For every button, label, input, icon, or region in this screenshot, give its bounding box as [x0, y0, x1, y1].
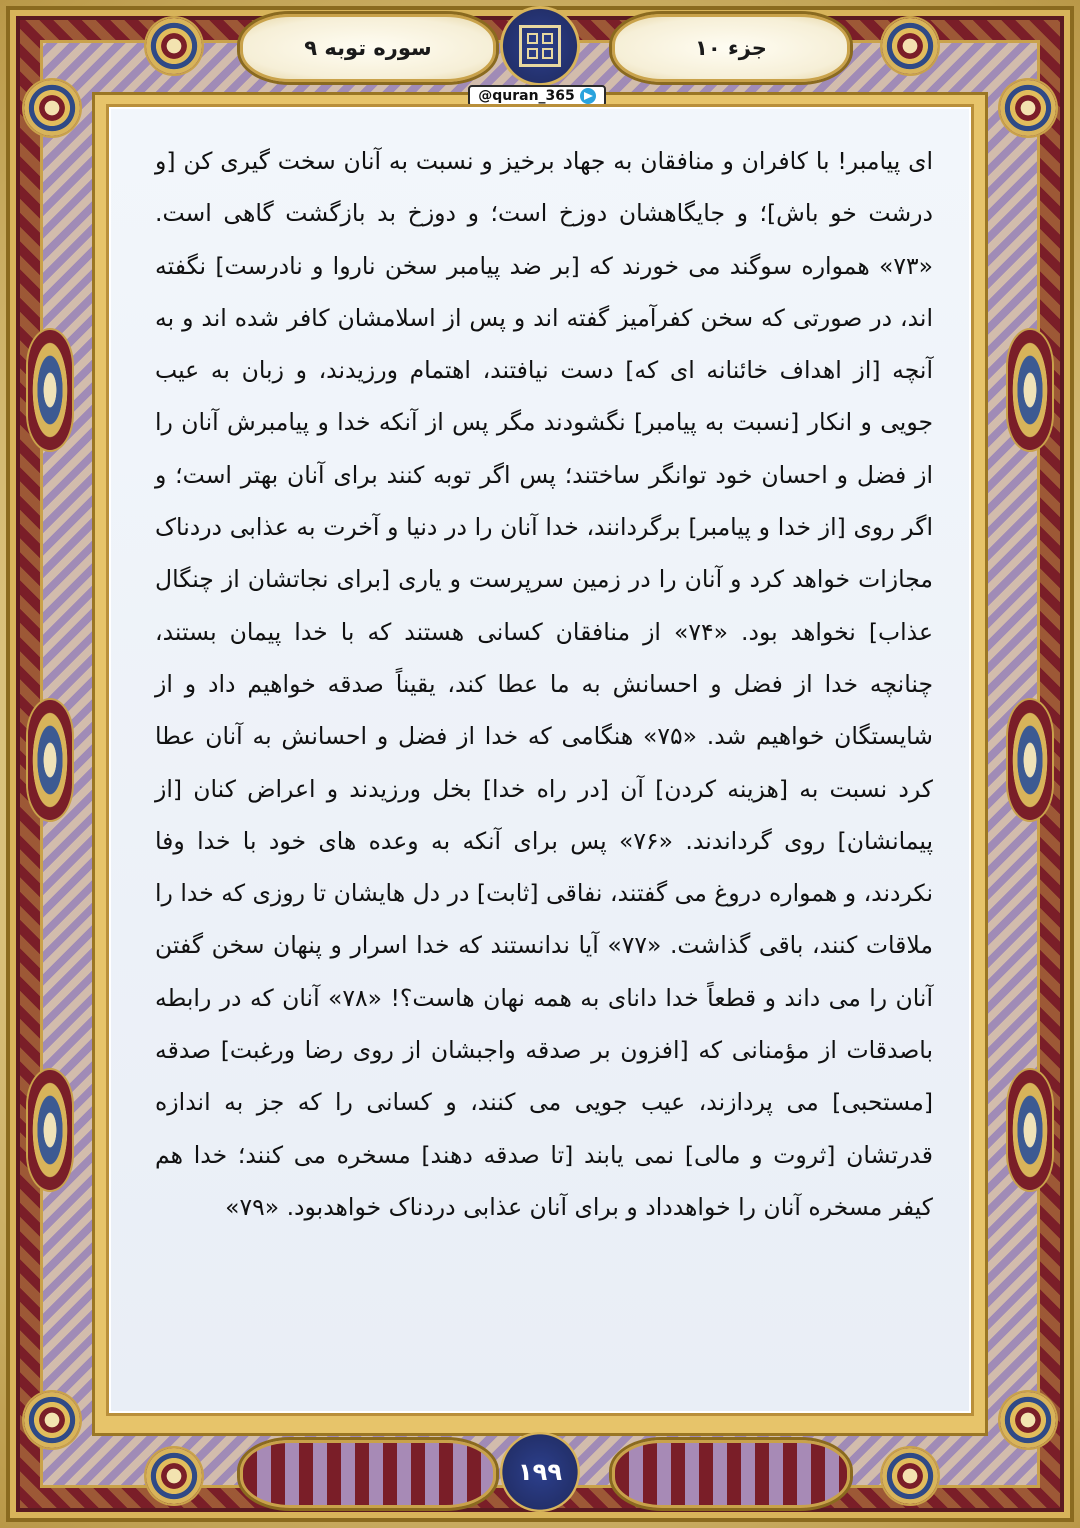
side-ornament-icon	[1008, 1070, 1052, 1190]
quran-logo-icon	[500, 6, 580, 86]
translation-text: ای پیامبر! با کافران و منافقان به جهاد برخیز و نسبت به آنان سخت گیری کن [و درشت خو باش]؛ و جایگاهشان دوزخ است؛ و دوزخ بد بازگشت گاهی است. «۷۳» همواره سوگند می خورند که [بر ضد پیامبر سخن ناروا و نادرست] نگفته اند، در صورتی که سخن کفرآمیز گفته اند و پس از اسلامشان کافر شده اند و به آنچه [از اهداف خائنانه ای که] دست نیافتند، اهتمام ورزیدند، و زبان به عیب جویی و انکار [نسبت به پیامبر] نگشودند مگر پس از آنکه خدا و پیامبرش آنان را از فضل و احسان خود توانگر ساختند؛ پس اگر توبه کنند برای آنان بهتر است؛ و اگر روی [از خدا و پیامبر] برگردانند، خدا آنان را در دنیا و آخرت به عذابی دردناک مجازات خواهد کرد و آنان را در زمین سرپرست و یاری [برای نجاتشان از چنگال عذاب] نخواهد بود. «۷۴» از منافقان کسانی هستند که با خدا پیمان بستند، چنانچه خدا از فضل و احسانش به ما عطا کند، یقیناً صدقه خواهیم داد و از شایستگان خواهیم شد. «۷۵» هنگامی که خدا از فضل و احسانش به آنان عطا کرد نسبت به [هزینه کردن] آن [در راه خدا] بخل ورزیدند و اعراض کنان [از پیمانشان] روی گرداندند. «۷۶» پس برای آنکه به وعده های خود با خدا وفا نکردند، و همواره دروغ می گفتند، نفاقی [ثابت] در دل هایشان تا روزی که خدا را ملاقات کنند، باقی گذاشت. «۷۷» آیا ندانستند که خدا اسرار و پنهان سخن گفتن آنان را می داند و قطعاً خدا دانای به همه نهان هاست؟! «۷۸» آنان که در رابطه باصدقات از مؤمنانی که [افزون بر صدقه واجبشان از روی رضا ورغبت] صدقه [مستحبی] می پردازند، عیب جویی می کنند، و کسانی را که جز به اندازه قدرتشان [ثروت و مالی] نمی یابند [تا صدقه دهند] مسخره می کنند؛ خدا هم کیفر مسخره آنان را خواهدداد و برای آنان عذابی دردناک خواهدبود. «۷۹»	[155, 147, 933, 1221]
corner-rosette-icon	[24, 80, 80, 136]
text-panel	[106, 104, 974, 1416]
corner-rosette-icon	[882, 18, 938, 74]
page-number-medallion	[500, 1432, 580, 1512]
corner-rosette-icon	[882, 1448, 938, 1504]
corner-rosette-icon	[146, 18, 202, 74]
telegram-icon	[580, 88, 596, 104]
corner-rosette-icon	[24, 1392, 80, 1448]
corner-rosette-icon	[1000, 1392, 1056, 1448]
side-ornament-icon	[1008, 330, 1052, 450]
side-ornament-icon	[28, 700, 72, 820]
side-ornament-icon	[28, 1070, 72, 1190]
juz-label: جزء ۱۰	[695, 36, 767, 60]
surah-cartouche	[240, 14, 496, 82]
corner-rosette-icon	[1000, 80, 1056, 136]
side-ornament-icon	[1008, 700, 1052, 820]
bottom-cartouche-left	[240, 1440, 496, 1508]
corner-rosette-icon	[146, 1448, 202, 1504]
page-number: ۱۹۹	[518, 1458, 562, 1486]
bottom-cartouche-right	[612, 1440, 850, 1508]
juz-cartouche	[612, 14, 850, 82]
side-ornament-icon	[28, 330, 72, 450]
channel-handle[interactable]: @quran_365	[478, 88, 575, 104]
surah-label: سوره توبه ۹	[304, 36, 432, 60]
